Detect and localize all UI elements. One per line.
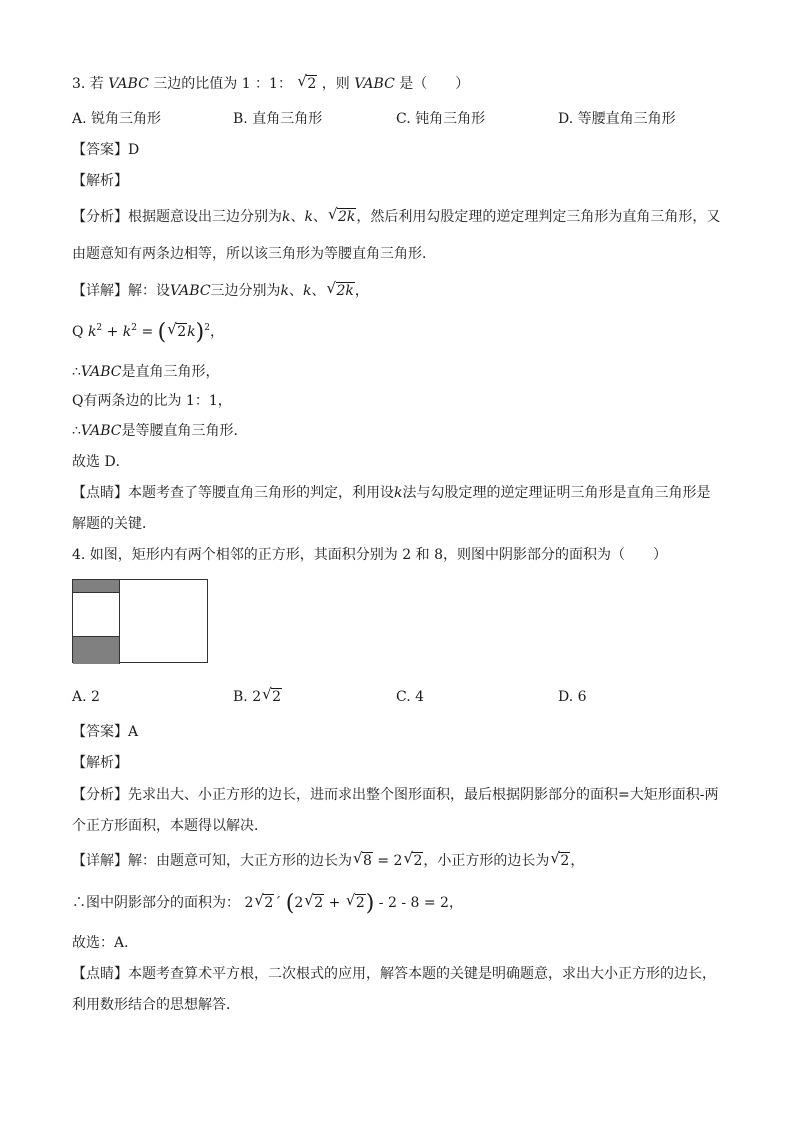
q3-stem-end: 是（ ）	[399, 76, 470, 92]
q3-line4-text: 有两条边的比为 1：1，	[83, 393, 232, 409]
q4-option-b: B. 2 √ 2	[233, 685, 282, 705]
q3-fenxi-text1: 根据题意设出三边分别为	[128, 209, 282, 225]
q4-fenxi-line2: 个正方形面积，本题得以解决．	[72, 818, 268, 834]
q3-fenxi-sqrt2k: √ 2k	[327, 205, 356, 225]
q4-xiangjie-line1: 【详解】解：由题意可知，大正方形的边长为 √ 8 = 2 √ 2，小正方形的边长为 √ 2，	[72, 849, 585, 869]
q3-jiexi: 【解析】	[72, 173, 128, 189]
q3-option-b: B. 直角三角形	[233, 111, 323, 127]
q4-area-times: ´	[274, 895, 282, 911]
q3-sqrt2: √ 2	[297, 72, 317, 92]
q3-line3-text: 是直角三角形，	[121, 364, 220, 380]
q3-sqrt2-value: 2	[307, 76, 317, 92]
q4-area-tail: - 2 - 8 = 2，	[374, 895, 463, 911]
q4-dj-text1: 本题考查算术平方根，二次根式的应用，解答本题的关键是明确题意，求出大小正方形的边长，	[128, 966, 716, 982]
q4-xj-text3: ，小正方形的边长为	[423, 853, 550, 869]
q4-dianjing-line1	[72, 964, 716, 984]
q4-xj-sqrt2: 2	[413, 853, 423, 869]
q3-eq-plus: +	[102, 324, 123, 340]
q3-xj-text1: 解：设	[128, 283, 170, 299]
q3-stem: 3. 若 VABC 三边的比值为 1 ：1： √ 2 ，则 VABC 是（ ）	[72, 72, 470, 92]
q3-fenxi-sep1: 、	[290, 209, 305, 225]
q3-line3: ∴VABC是直角三角形，	[72, 364, 220, 380]
q3-answer-value: D	[128, 142, 140, 158]
q4-figure-left-column	[73, 580, 120, 664]
q4-xiangjie-tag: 【详解】	[72, 853, 128, 869]
q4-area-text: ∴图中阴影部分的面积为：	[72, 895, 240, 911]
q3-dj-text1: 本题考查了等腰直角三角形的判定，利用设	[128, 485, 394, 501]
q3-eq-sup1: 2	[96, 323, 103, 333]
q3-because-symbol-2: Q	[72, 393, 84, 409]
q4-area-coef2: 2	[294, 895, 304, 911]
q3-triangle-symbol: VABC	[108, 76, 149, 92]
q3-fenxi-k2: k	[304, 209, 313, 225]
q3-fenxi-2k: 2k	[337, 209, 356, 225]
q3-dj-text2: 法与勾股定理的逆定理证明三角形是直角三角形是	[402, 485, 711, 501]
q4-xj-eq: = 2	[372, 853, 403, 869]
q3-line6: 故选 D．	[72, 454, 130, 470]
q3-eq-equals: =	[137, 324, 158, 340]
q4-xj-sqrt8: 8	[363, 853, 372, 869]
q4-option-b-prefix: B. 2	[233, 689, 262, 705]
q4-area-plus: +	[324, 895, 345, 911]
q4-figure	[72, 579, 208, 663]
q4-option-a: A. 2	[72, 689, 100, 705]
q3-xj-end: ，	[354, 283, 369, 299]
q3-stem-post: ，则	[321, 76, 350, 92]
q3-fenxi-line2: 由题意知有两条边相等，所以该三角形为等腰直角三角形．	[72, 246, 436, 262]
q3-because-symbol: Q	[72, 324, 84, 340]
q3-ratio-text: 三边的比值为 1 ：1：	[153, 76, 292, 92]
q4-xj-text1: 解：由题意可知，大正方形的边长为	[128, 853, 352, 869]
q3-eq-end: ，	[209, 324, 224, 340]
q3-dianjing-tag: 【点睛】	[72, 485, 128, 501]
q4-fenxi-line1	[72, 785, 718, 805]
q3-xj-sqrt2k: √ 2k	[326, 279, 354, 299]
q4-xj-end: ，	[570, 853, 585, 869]
q3-xiangjie-line1: 【详解】解：设VABC三边分别为k、k、 √ 2k，	[72, 279, 369, 299]
q3-line4	[72, 391, 232, 411]
q4-area-coef: 2	[244, 895, 254, 911]
q4-shaded-bottom	[73, 636, 119, 664]
q3-xj-text2: 三边分别为	[210, 283, 281, 299]
q3-answer	[72, 140, 139, 160]
q3-fenxi-sep2: 、	[312, 209, 327, 225]
q3-line5: ∴VABC是等腰直角三角形．	[72, 423, 248, 439]
q3-answer-tag: 【答案】	[72, 142, 128, 158]
q3-fenxi-tag: 【分析】	[72, 209, 128, 225]
q3-equation: Q $k^2 + k^2$ = ( √ 2k)$^2$，	[72, 320, 224, 345]
q4-stem: 4. 如图，矩形内有两个相邻的正方形，其面积分别为 2 和 8，则图中阴影部分的面积为（ ）	[72, 547, 667, 563]
q3-xiangjie-tag: 【详解】	[72, 283, 128, 299]
q4-option-b-radicand: 2	[272, 689, 282, 705]
q4-option-d: D. 6	[558, 689, 587, 705]
q3-dianjing-line2: 解题的关键．	[72, 516, 156, 532]
q4-shaded-top	[73, 580, 119, 593]
q4-dianjing-line2: 利用数形结合的思想解答．	[72, 997, 240, 1013]
q4-xiangjie-line2: ∴图中阴影部分的面积为： 2 √ 2´ (2 √ 2 + √ 2) - 2 - 8 = 2，	[72, 891, 463, 916]
q3-option-a: A. 锐角三角形	[72, 111, 162, 127]
q4-jiexi: 【解析】	[72, 755, 128, 771]
q3-stem-prefix: 3. 若	[72, 76, 104, 92]
q4-answer-value: A	[128, 724, 139, 740]
q3-dianjing-line1: 【点睛】本题考查了等腰直角三角形的判定，利用设k法与勾股定理的逆定理证明三角形是直角三角形是	[72, 485, 711, 501]
q4-answer-tag: 【答案】	[72, 724, 128, 740]
therefore-symbol: ∴	[72, 364, 81, 380]
q4-option-c: C. 4	[396, 689, 425, 705]
q3-option-c: C. 钝角三角形	[396, 111, 486, 127]
q3-fenxi-line1	[72, 207, 720, 227]
q4-line3: 故选：A．	[72, 935, 139, 951]
q4-answer	[72, 722, 138, 742]
q4-fenxi-text1: 先求出大、小正方形的边长，进而求出整个图形面积，最后根据阴影部分的面积=大矩形面积-两	[128, 787, 719, 803]
q4-dianjing-tag: 【点睛】	[72, 966, 128, 982]
q3-line5-text: 是等腰直角三角形．	[121, 423, 248, 439]
q3-fenxi-text2: ，然后利用勾股定理的逆定理判定三角形为直角三角形，又	[356, 209, 721, 225]
q4-fenxi-tag: 【分析】	[72, 787, 128, 803]
q3-fenxi-k1: k	[282, 209, 291, 225]
q3-option-d: D. 等腰直角三角形	[558, 111, 676, 127]
